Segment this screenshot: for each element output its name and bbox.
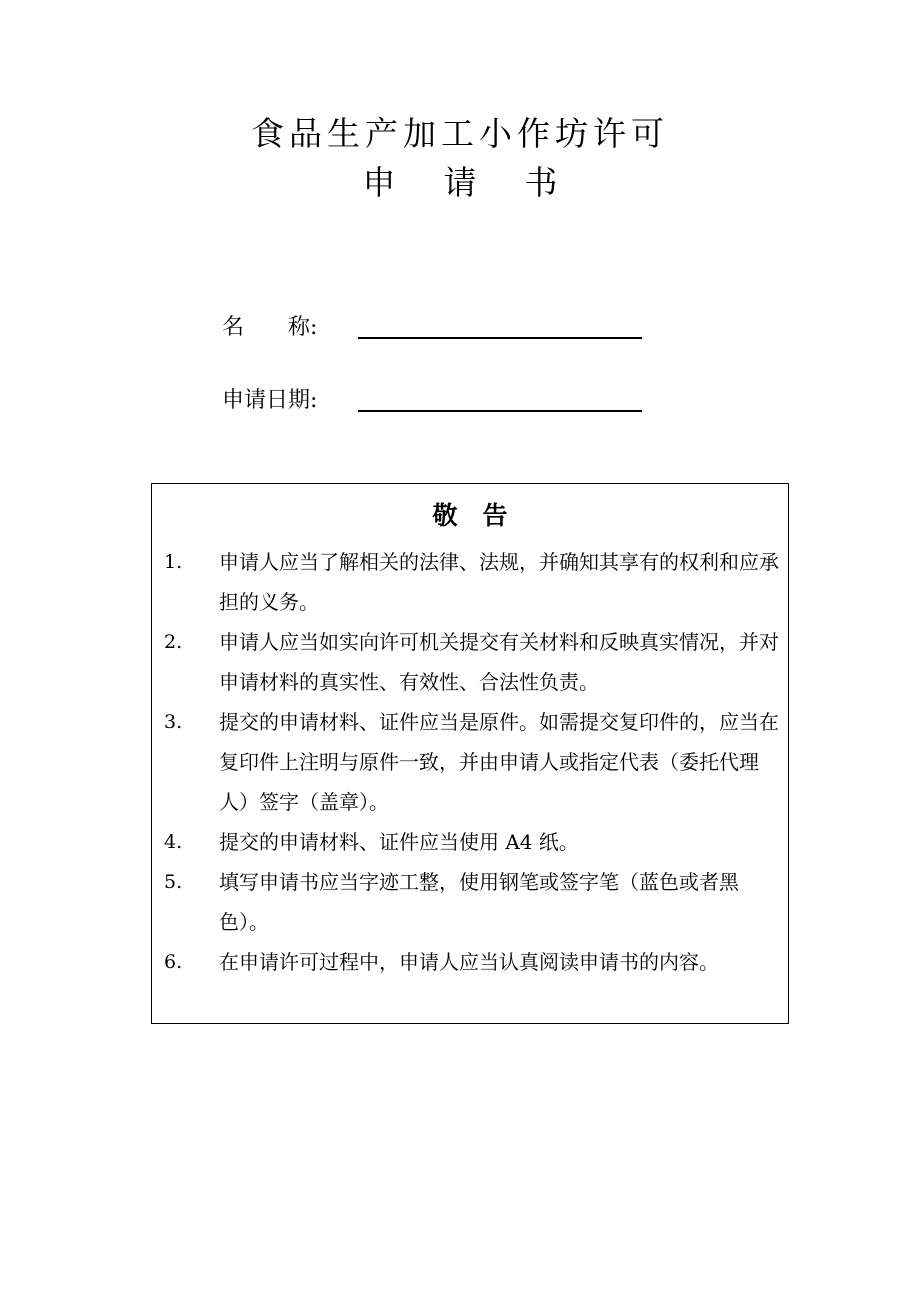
notice-list	[152, 542, 788, 982]
date-input-line[interactable]	[358, 410, 642, 412]
notice-item	[152, 542, 788, 622]
notice-item-number: 5.	[164, 871, 183, 893]
name-field	[222, 312, 642, 344]
notice-item-text: 申请人应当如实向许可机关提交有关材料和反映真实情况，并对申请材料的真实性、有效性、合法性负责。	[219, 630, 779, 694]
notice-item-text: 填写申请书应当字迹工整，使用钢笔或签字笔（蓝色或者黑色）。	[219, 870, 739, 934]
notice-item	[152, 702, 788, 822]
notice-item-text: 提交的申请材料、证件应当是原件。如需提交复印件的，应当在复印件上注明与原件一致，并由申请人或指定代表（委托代理人）签字（盖章）。	[219, 710, 779, 814]
date-label: 申请日期:	[222, 388, 318, 413]
notice-item-number: 1.	[164, 551, 183, 573]
notice-item	[152, 822, 788, 862]
notice-item-text: 在申请许可过程中，申请人应当认真阅读申请书的内容。	[219, 950, 719, 974]
document-subtitle: 申请书	[362, 163, 606, 202]
notice-item-number: 3.	[164, 711, 183, 733]
document-title: 食品生产加工小作坊许可	[251, 114, 669, 153]
notice-item-number: 6.	[164, 951, 183, 973]
name-input-line[interactable]	[358, 337, 642, 339]
notice-item	[152, 862, 788, 942]
notice-item-number: 4.	[164, 831, 183, 853]
notice-item	[152, 622, 788, 702]
name-label: 名 称:	[222, 315, 318, 340]
notice-item-number: 2.	[164, 631, 183, 653]
notice-box	[151, 483, 789, 1024]
notice-item-text: 申请人应当了解相关的法律、法规，并确知其享有的权利和应承担的义务。	[219, 550, 779, 614]
date-field	[222, 385, 642, 417]
notice-title: 敬 告	[432, 501, 508, 530]
notice-item-text: 提交的申请材料、证件应当使用 A4 纸。	[219, 830, 579, 854]
notice-item	[152, 942, 788, 982]
